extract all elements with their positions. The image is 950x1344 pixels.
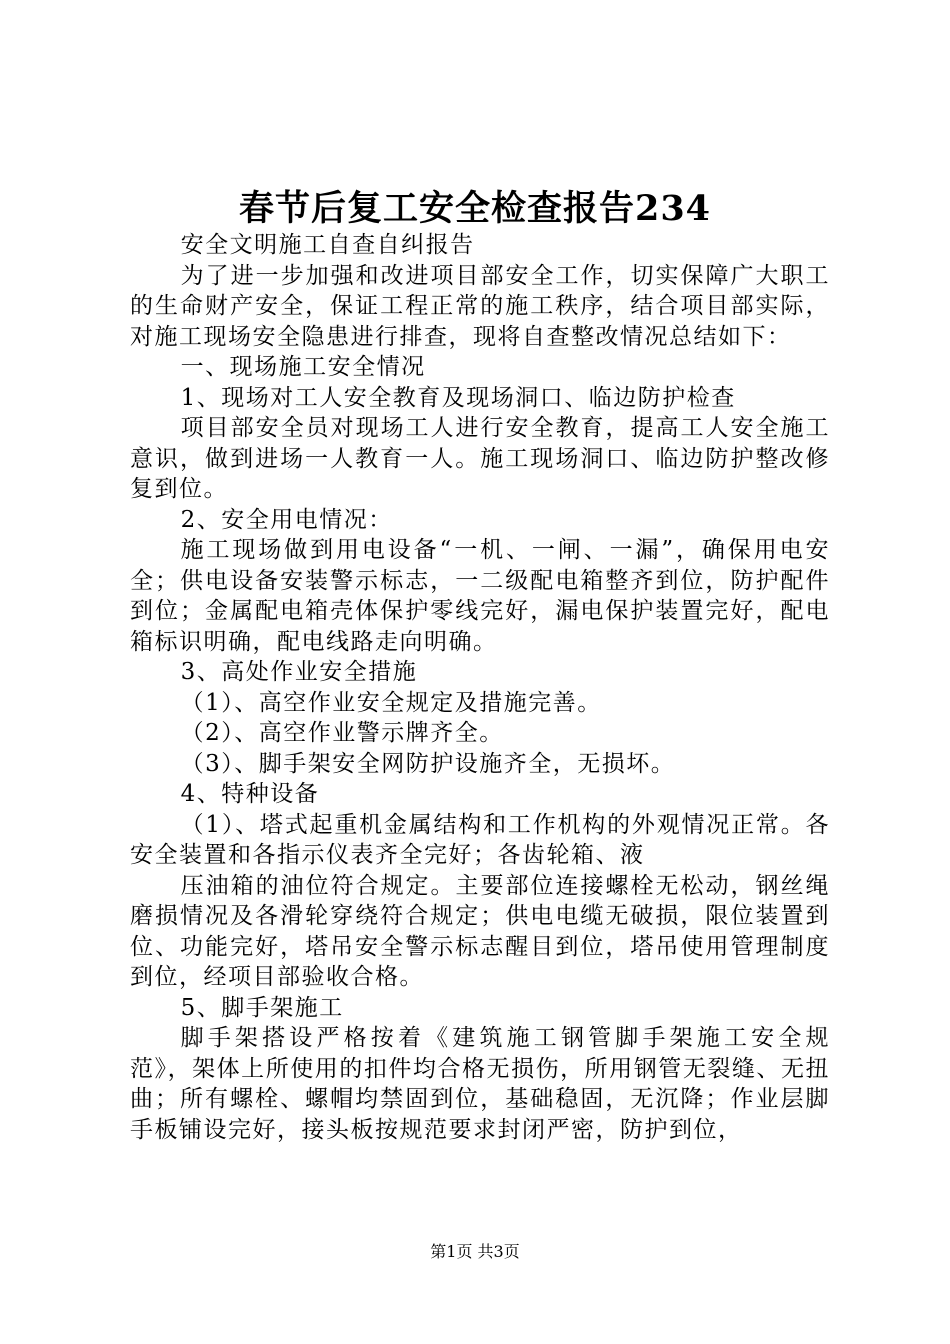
subsection-heading-worker-education: 1、现场对工人安全教育及现场洞口、临边防护检查 [180, 384, 736, 411]
list-item-crane-1: （1）、塔式起重机金属结构和工作机构的外观情况正常。各安全装置和各指示仪表齐全完好；各齿轮箱、液 [130, 811, 830, 868]
list-item-height-3: （3）、脚手架安全网防护设施齐全，无损坏。 [180, 750, 676, 777]
subsection-heading-special-equipment: 4、特种设备 [180, 781, 320, 807]
subsection-heading-electricity: 2、安全用电情况： [180, 506, 393, 533]
section-heading-site-safety: 一、现场施工安全情况 [180, 354, 426, 380]
subsection-heading-scaffold: 5、脚手架施工 [180, 994, 344, 1021]
list-item-height-1: （1）、高空作业安全规定及措施完善。 [180, 689, 602, 716]
paragraph-report-heading: 安全文明施工自查自纠报告 [180, 232, 475, 258]
list-item-height-2: （2）、高空作业警示牌齐全。 [180, 720, 504, 746]
paragraph-scaffold: 脚手架搭设严格按着《建筑施工钢管脚手架施工安全规范》，架体上所使用的扣件均合格无损伤，所用钢管无裂缝、无扭曲；所有螺栓、螺帽均禁固到位，基础稳固，无沉降；作业层脚手板铺设完好，接头板按规范要求封闭严密，防护到位， [130, 1025, 830, 1143]
page-footer: 第1页 共3页 [430, 1242, 520, 1261]
document-body [130, 230, 830, 1145]
paragraph-electricity: 施工现场做到用电设备“一机、一闸、一漏”，确保用电安全；供电设备安装警示标志，一二级配电箱整齐到位，防护配件到位；金属配电箱壳体保护零线完好，漏电保护装置完好，配电箱标识明确，配电线路走向明确。 [130, 537, 830, 655]
document-title: 春节后复工安全检查报告234 [238, 188, 712, 229]
subsection-heading-height-work: 3、高处作业安全措施 [180, 659, 418, 685]
paragraph-crane-continued: 压油箱的油位符合规定。主要部位连接螺栓无松动，钢丝绳磨损情况及各滑轮穿绕符合规定；供电电缆无破损，限位装置到位、功能完好，塔吊安全警示标志醒目到位，塔吊使用管理制度到位，经项目部验收合格。 [130, 872, 830, 990]
paragraph-worker-education: 项目部安全员对现场工人进行安全教育，提高工人安全施工意识，做到进场一人教育一人。施工现场洞口、临边防护整改修复到位。 [130, 415, 830, 502]
paragraph-intro: 为了进一步加强和改进项目部安全工作，切实保障广大职工的生命财产安全，保证工程正常的施工秩序，结合项目部实际，对施工现场安全隐患进行排查，现将自查整改情况总结如下： [130, 262, 830, 350]
